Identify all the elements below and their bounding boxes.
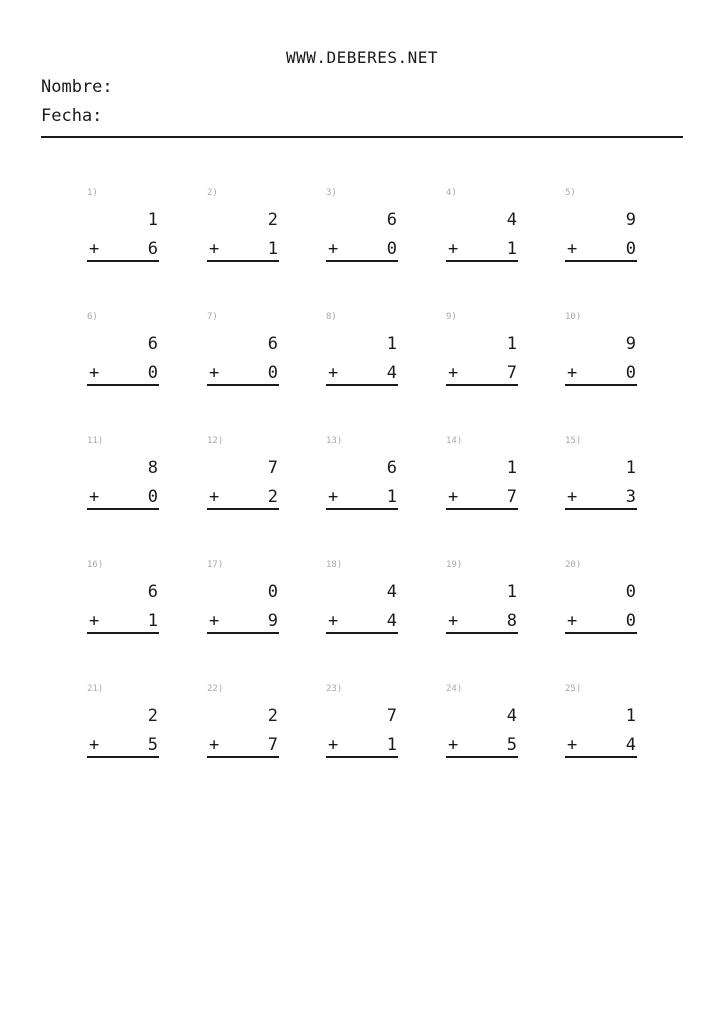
plus-sign: + <box>448 487 459 507</box>
plus-sign: + <box>209 363 220 383</box>
problem-number: 10) <box>565 312 582 322</box>
addend-top: 6 <box>386 210 397 230</box>
problem-4 <box>446 188 518 268</box>
problem-10 <box>565 312 637 392</box>
problem-18 <box>326 560 398 640</box>
problem-number: 20) <box>565 560 582 570</box>
plus-sign: + <box>448 735 459 755</box>
plus-sign: + <box>448 239 459 259</box>
problem-number: 16) <box>87 560 104 570</box>
addend-top: 1 <box>386 334 397 354</box>
addend-bottom: 4 <box>386 363 397 383</box>
problem-24 <box>446 684 518 764</box>
addend-bottom: 1 <box>386 487 397 507</box>
addend-top: 0 <box>625 582 636 602</box>
addend-top: 2 <box>267 210 278 230</box>
answer-line <box>326 384 398 386</box>
addend-bottom: 0 <box>267 363 278 383</box>
addend-bottom: 1 <box>386 735 397 755</box>
problem-number: 5) <box>565 188 576 198</box>
answer-line <box>87 756 159 758</box>
addend-top: 2 <box>147 706 158 726</box>
plus-sign: + <box>89 487 100 507</box>
problem-number: 7) <box>207 312 218 322</box>
addend-bottom: 4 <box>625 735 636 755</box>
plus-sign: + <box>567 239 578 259</box>
plus-sign: + <box>89 239 100 259</box>
plus-sign: + <box>328 611 339 631</box>
problem-number: 11) <box>87 436 104 446</box>
problem-6 <box>87 312 159 392</box>
plus-sign: + <box>448 363 459 383</box>
problem-number: 24) <box>446 684 463 694</box>
answer-line <box>446 632 518 634</box>
problem-number: 9) <box>446 312 457 322</box>
problem-25 <box>565 684 637 764</box>
plus-sign: + <box>567 487 578 507</box>
addend-top: 1 <box>625 706 636 726</box>
problem-22 <box>207 684 279 764</box>
problem-number: 17) <box>207 560 224 570</box>
plus-sign: + <box>89 735 100 755</box>
plus-sign: + <box>89 611 100 631</box>
addend-top: 9 <box>625 210 636 230</box>
date-field-label: Fecha: <box>41 106 103 126</box>
problem-number: 4) <box>446 188 457 198</box>
problem-23 <box>326 684 398 764</box>
problem-11 <box>87 436 159 516</box>
answer-line <box>207 384 279 386</box>
addend-bottom: 0 <box>625 611 636 631</box>
problem-7 <box>207 312 279 392</box>
addend-bottom: 3 <box>625 487 636 507</box>
addend-bottom: 4 <box>386 611 397 631</box>
plus-sign: + <box>448 611 459 631</box>
answer-line <box>565 384 637 386</box>
problem-15 <box>565 436 637 516</box>
addend-bottom: 5 <box>506 735 517 755</box>
answer-line <box>326 756 398 758</box>
answer-line <box>326 632 398 634</box>
answer-line <box>446 260 518 262</box>
addend-bottom: 5 <box>147 735 158 755</box>
addend-top: 1 <box>506 334 517 354</box>
answer-line <box>207 260 279 262</box>
plus-sign: + <box>328 363 339 383</box>
answer-line <box>565 508 637 510</box>
header-divider <box>41 136 683 138</box>
problem-12 <box>207 436 279 516</box>
addend-bottom: 1 <box>506 239 517 259</box>
addend-bottom: 0 <box>147 487 158 507</box>
answer-line <box>326 508 398 510</box>
addend-bottom: 0 <box>625 363 636 383</box>
addend-bottom: 6 <box>147 239 158 259</box>
addend-top: 6 <box>267 334 278 354</box>
problem-number: 8) <box>326 312 337 322</box>
addend-top: 6 <box>147 582 158 602</box>
problem-16 <box>87 560 159 640</box>
addend-top: 2 <box>267 706 278 726</box>
addend-bottom: 7 <box>506 487 517 507</box>
addend-top: 4 <box>506 706 517 726</box>
plus-sign: + <box>209 735 220 755</box>
problem-number: 22) <box>207 684 224 694</box>
addend-top: 0 <box>267 582 278 602</box>
addend-top: 1 <box>506 458 517 478</box>
addend-top: 1 <box>506 582 517 602</box>
problem-17 <box>207 560 279 640</box>
plus-sign: + <box>328 487 339 507</box>
problem-number: 21) <box>87 684 104 694</box>
answer-line <box>446 508 518 510</box>
answer-line <box>87 632 159 634</box>
problem-number: 2) <box>207 188 218 198</box>
problem-9 <box>446 312 518 392</box>
problem-number: 18) <box>326 560 343 570</box>
problem-number: 1) <box>87 188 98 198</box>
problem-number: 23) <box>326 684 343 694</box>
addend-bottom: 9 <box>267 611 278 631</box>
plus-sign: + <box>89 363 100 383</box>
problem-20 <box>565 560 637 640</box>
answer-line <box>565 632 637 634</box>
answer-line <box>87 508 159 510</box>
answer-line <box>565 756 637 758</box>
addend-top: 1 <box>147 210 158 230</box>
plus-sign: + <box>328 239 339 259</box>
answer-line <box>87 384 159 386</box>
addend-bottom: 7 <box>506 363 517 383</box>
addend-top: 4 <box>506 210 517 230</box>
addend-bottom: 8 <box>506 611 517 631</box>
addend-top: 6 <box>386 458 397 478</box>
addend-top: 4 <box>386 582 397 602</box>
addend-top: 1 <box>625 458 636 478</box>
addend-bottom: 1 <box>147 611 158 631</box>
addend-bottom: 2 <box>267 487 278 507</box>
problem-number: 14) <box>446 436 463 446</box>
addend-bottom: 0 <box>386 239 397 259</box>
addend-top: 7 <box>386 706 397 726</box>
problem-13 <box>326 436 398 516</box>
problem-19 <box>446 560 518 640</box>
problem-number: 19) <box>446 560 463 570</box>
answer-line <box>207 756 279 758</box>
plus-sign: + <box>209 611 220 631</box>
answer-line <box>446 384 518 386</box>
addend-top: 6 <box>147 334 158 354</box>
problem-2 <box>207 188 279 268</box>
addend-bottom: 7 <box>267 735 278 755</box>
problem-number: 12) <box>207 436 224 446</box>
addend-top: 9 <box>625 334 636 354</box>
plus-sign: + <box>209 239 220 259</box>
plus-sign: + <box>567 611 578 631</box>
plus-sign: + <box>567 363 578 383</box>
plus-sign: + <box>328 735 339 755</box>
plus-sign: + <box>209 487 220 507</box>
addend-bottom: 1 <box>267 239 278 259</box>
problem-1 <box>87 188 159 268</box>
addend-bottom: 0 <box>625 239 636 259</box>
problem-3 <box>326 188 398 268</box>
problem-number: 3) <box>326 188 337 198</box>
problem-number: 25) <box>565 684 582 694</box>
problem-21 <box>87 684 159 764</box>
problem-number: 15) <box>565 436 582 446</box>
problem-14 <box>446 436 518 516</box>
answer-line <box>207 508 279 510</box>
answer-line <box>326 260 398 262</box>
answer-line <box>207 632 279 634</box>
addend-top: 8 <box>147 458 158 478</box>
name-field-label: Nombre: <box>41 77 113 97</box>
problem-5 <box>565 188 637 268</box>
plus-sign: + <box>567 735 578 755</box>
site-url-header: WWW.DEBERES.NET <box>286 48 438 67</box>
addend-bottom: 0 <box>147 363 158 383</box>
problem-number: 13) <box>326 436 343 446</box>
answer-line <box>87 260 159 262</box>
answer-line <box>565 260 637 262</box>
answer-line <box>446 756 518 758</box>
addend-top: 7 <box>267 458 278 478</box>
problem-8 <box>326 312 398 392</box>
problem-number: 6) <box>87 312 98 322</box>
